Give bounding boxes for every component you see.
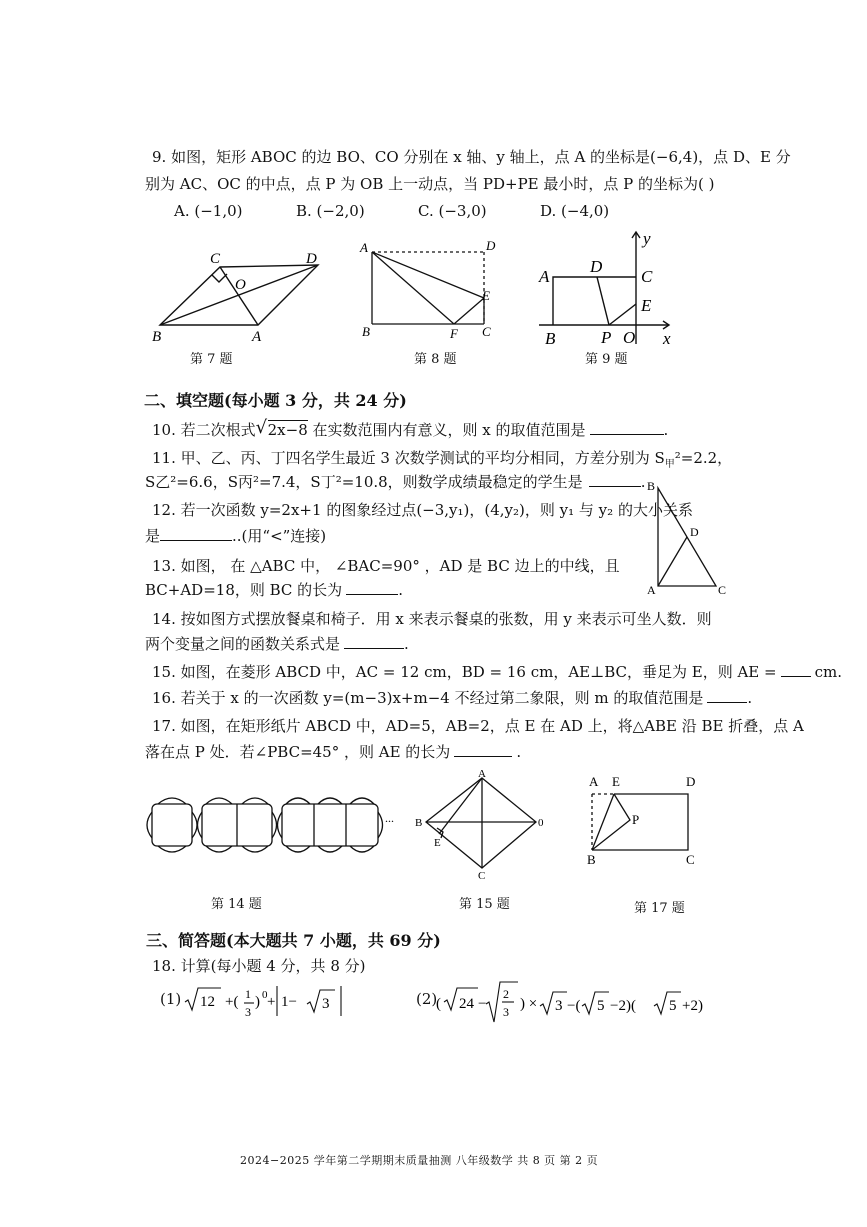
fig9-label-o: O [623,328,636,347]
q15-answer-blank [781,676,811,677]
q18-1-exp: 0 [262,989,268,1001]
fig9-label-a: A [539,267,550,286]
fig15-label-c: C [478,870,486,880]
fig9-label-p: P [601,328,612,347]
q18-1-paren: ) [255,994,260,1010]
fig15-label-a: A [478,768,486,780]
q18-2-minus2: −( [567,998,581,1014]
q9-option-b: B. (−2,0) [296,202,365,220]
fig8-label-f: F [450,326,458,341]
figure-9 [535,226,685,351]
fig17-label-p: P [632,812,640,827]
fig9-label-e: E [641,296,652,315]
sqrt-icon: √ [255,417,268,438]
fig17-label-c: C [686,852,695,867]
q13-answer-blank [346,594,398,595]
q18-part2: (2) [416,990,438,1008]
page-footer: 2024−2025 学年第二学期期末质量抽测 八年级数学 共 8 页 第 2 页 [240,1154,599,1167]
fig13-label-a: A [647,583,656,597]
fig17-label-b: B [587,852,596,867]
fig9-label-c: C [641,267,653,286]
fig14-caption: 第 14 题 [211,897,262,912]
q11-line1: 11. 甲、乙、丙、丁四名学生最近 3 次数学测试的平均分相同，方差分别为 $S_甲^2=2.2$， [152,449,733,470]
fig17-label-a: A [589,774,599,789]
figure-15 [412,768,562,880]
q11-line2: S乙²=6.6，S丙²=7.4，S丁²=10.8，则数学成绩最稳定的学生是 . [145,473,646,491]
q13-line1: 13. 如图， 在 △ABC 中， ∠BAC=90° ，AD 是 BC 边上的中线，且 [152,557,620,575]
q18-1-plus2: + [267,994,276,1010]
q9-line2: 别为 AC、OC 的中点，点 P 为 OB 上一动点，当 PD+PE 最小时，点 P 的坐标为( ) [145,175,715,193]
q18-2-m2: −2)( [610,998,636,1014]
q10-text-a: 10. 若二次根式 [152,421,256,439]
q18-1-abs: 1− [281,994,297,1010]
q10-text-b: 在实数范围内有意义，则 x 的取值范围是 [307,421,586,439]
q14-line2: 两个变量之间的函数关系式是 . [145,635,409,653]
fig8-label-b: B [362,324,370,339]
fig7-caption: 第 7 题 [190,352,233,367]
fig8-label-c: C [482,324,491,339]
q18-1-num: 1 [245,987,251,1001]
fig8-label-d: D [486,238,496,253]
fig13-label-d: D [690,525,699,539]
fig8-caption: 第 8 题 [414,352,457,367]
q18-part2-expression [436,978,736,1030]
figure-7 [148,245,338,345]
fig9-caption: 第 9 题 [585,352,628,367]
fig15-caption: 第 15 题 [459,897,510,912]
q18-2-minus: − [478,996,487,1012]
section3-heading: 三、简答题(本大题共 7 小题，共 69 分) [146,931,441,950]
q18-part1-expression [183,982,363,1026]
figure-17 [584,772,704,872]
fig7-label-b: B [152,329,162,345]
q9-option-a: A. (−1,0) [174,202,243,220]
q18-part1: (1) [160,990,182,1008]
fig7-label-o: O [235,277,246,293]
q10-radical: √ 2x−8 [255,417,308,439]
fig7-label-c: C [210,251,221,267]
q18-2-24: 24 [459,996,474,1012]
q9-line1: 9. 如图，矩形 ABOC 的边 BO、CO 分别在 x 轴、y 轴上，点 A 的坐标是(−6,4)，点 D、E 分 [152,148,791,166]
q10-answer-blank [590,434,664,435]
q10: 10. 若二次根式 √ 2x−8 在实数范围内有意义，则 x 的取值范围是 . [152,417,669,439]
q16: 16. 若关于 x 的一次函数 y=(m−3)x+m−4 不经过第二象限，则 m 的取值范围是 . [152,689,753,707]
fig9-label-y: y [643,229,651,248]
q18-2-paren1: ( [436,996,441,1012]
q18-1-den: 3 [245,1005,251,1019]
q16-answer-blank [707,702,747,703]
section2-heading: 二、填空题(每小题 3 分，共 24 分) [144,391,407,410]
fig7-label-a: A [252,329,262,345]
figure-13 [644,476,734,598]
q18-1-twelve: 12 [200,994,215,1010]
q18-heading: 18. 计算(每小题 4 分，共 8 分) [152,957,366,975]
fig7-label-d: D [306,251,317,267]
fig14-ellipsis: ... [385,811,394,825]
q15: 15. 如图，在菱形 ABCD 中，AC = 12 cm，BD = 16 cm，AE⊥BC，垂足为 E，则 AE = cm. [152,663,843,681]
q14-line1: 14. 按如图方式摆放餐桌和椅子．用 x 来表示餐桌的张数，用 y 来表示可坐人数．则 [152,610,712,628]
q18-2-num: 2 [503,987,509,1001]
q12-line1: 12. 若一次函数 y=2x+1 的图象经过点(−3,y₁)，(4,y₂)，则 y₁ 与 y₂ 的大小关系 [152,501,693,519]
q9-option-d: D. (−4,0) [540,202,610,220]
fig17-label-e: E [612,774,620,789]
fig13-label-b: B [647,479,656,493]
fig9-label-b: B [545,329,556,348]
figure-14 [140,790,400,860]
q18-1-plus: +( [225,994,239,1010]
fig15-label-b: B [415,817,423,829]
q17-line1: 17. 如图，在矩形纸片 ABCD 中，AD=5，AB=2，点 E 在 AD 上，将△ABE 沿 BE 折叠，点 A [152,717,804,735]
fig17-label-d: D [686,774,696,789]
q18-2-5b: 5 [669,998,677,1014]
q18-2-p2: +2) [682,998,703,1014]
figure-8 [358,236,508,346]
q18-2-times: ) × [520,996,538,1012]
q14-answer-blank [344,648,404,649]
q18-2-den: 3 [503,1005,509,1019]
q17-line2: 落在点 P 处．若∠PBC=45° ，则 AE 的长为 . [145,743,522,761]
fig9-label-d: D [590,257,603,276]
q17-answer-blank [454,756,512,757]
q18-1-three: 3 [322,996,330,1012]
fig15-label-d: 0 [538,817,544,829]
q13-line2: BC+AD=18，则 BC 的长为 . [145,581,403,599]
q12-line2: 是 ..(用“<”连接) [145,527,327,545]
fig9-label-x: x [663,329,671,348]
fig17-caption: 第 17 题 [634,901,685,916]
q18-2-3: 3 [555,998,563,1014]
fig8-label-e: E [482,288,490,303]
q9-option-c: C. (−3,0) [418,202,487,220]
fig15-label-e: E [434,837,441,849]
fig13-label-c: C [718,583,727,597]
q18-2-5a: 5 [597,998,605,1014]
q11-answer-blank [589,486,641,487]
q12-answer-blank [160,540,232,541]
fig8-label-a: A [360,240,368,255]
